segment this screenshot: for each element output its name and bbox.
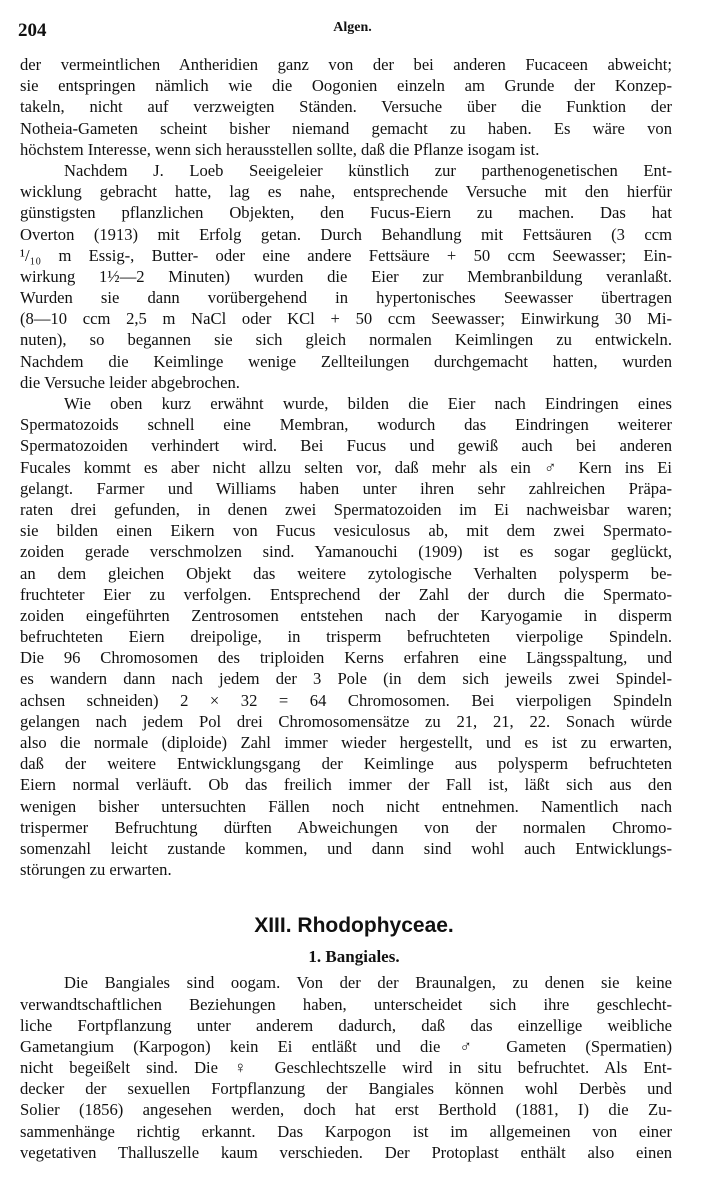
text-line: an dem gleichen Objekt das weitere zytologische Verhalten polysperm be-	[20, 563, 672, 583]
text-line: Die Bangiales sind oogam. Von der der Braunalgen, zu denen sie keine	[64, 973, 672, 993]
text-line: sie bilden einen Eikern von Fucus vesiculosus ab, mit dem zwei Spermato-	[20, 521, 672, 541]
text-line: Wie oben kurz erwähnt wurde, bilden die Eier nach Eindringen eines	[64, 394, 672, 413]
text-line: gelangen nach jedem Pol drei Chromosomensätze zu 21, 21, 22. Sonach würde	[20, 711, 672, 731]
text-line: zoiden eingeführten Zentrosomen entstehen nach der Karyogamie in disperm	[20, 605, 672, 625]
text-line: Spermatozoiden verhindert wird. Bei Fucus und gewiß auch bei anderen	[20, 436, 672, 456]
chapter-heading: XIII. Rhodophyceae.	[254, 914, 454, 938]
text-line: wirkung 1½—2 Minuten) wurden die Eier zur Membranbildung veranlaßt.	[20, 266, 672, 286]
text-line: Fucales kommt es aber nicht allzu selten vor, daß mehr als ein ♂ Kern ins Ei	[20, 457, 672, 477]
text-line: wicklung gebracht hatte, lag es nahe, entsprechende Versuche mit den hierfür	[20, 182, 672, 202]
text-line: höchstem Interesse, wenn sich herausstellen sollte, daß die Pflanze isogam ist.	[20, 139, 540, 159]
text-line: takeln, nicht auf verzweigten Ständen. Versuche über die Funktion der	[20, 97, 672, 117]
text-line: raten drei gefunden, in denen zwei Spermatozoiden im Ei nachweisbar waren;	[20, 499, 672, 519]
text-line: Nachdem die Keimlinge wenige Zellteilungen durchgemacht hatten, wurden	[20, 351, 672, 371]
text-line: es wandern dann nach jedem der 3 Pole (in dem sich jeweils zwei Spindel-	[20, 669, 672, 689]
paragraph-1	[20, 54, 672, 160]
text-line: Overton (1913) mit Erfolg getan. Durch Behandlung mit Fettsäuren (3 ccm	[20, 224, 672, 244]
text-line: also die normale (diploide) Zahl immer wieder hergestellt, und es ist zu erwarten,	[20, 733, 672, 752]
text-line: (8—10 ccm 2,5 m NaCl oder KCl + 50 ccm Seewasser; Einwirkung 30 Mi-	[20, 309, 672, 329]
text-line: zoiden gerade verschmolzen sind. Yamanouchi (1909) ist es sogar geglückt,	[20, 542, 672, 562]
text-line: wenigen bisher untersuchten Fällen noch nicht entnehmen. Namentlich nach	[20, 796, 672, 816]
text-line: sie entspringen nämlich wie die Oogonien einzeln am Grunde der Konzep-	[20, 76, 672, 96]
section-gap	[20, 880, 672, 910]
text-line: Eiern normal verläuft. Ob das freilich immer der Fall ist, läßt sich aus den	[20, 775, 672, 795]
text-line: verwandtschaftlichen Beziehungen haben, unterscheidet sich ihre geschlecht-	[20, 994, 672, 1014]
text-line: trispermer Befruchtung dürften Abweichungen von der normalen Chromo-	[20, 817, 672, 837]
section-heading: 1. Bangiales.	[308, 947, 400, 967]
text-line: fruchteter Eier zu verfolgen. Entsprechend der Zahl der durch die Spermato-	[20, 584, 672, 604]
text-line: Spermatozoids schnell eine Membran, wodurch das Eindringen weiterer	[20, 415, 672, 435]
text-line: decker der sexuellen Fortpflanzung der Bangiales können wohl Derbès und	[20, 1079, 672, 1099]
text-line: achsen schneiden) 2 × 32 = 64 Chromosomen. Bei vierpoligen Spindeln	[20, 690, 672, 710]
paragraph-4	[20, 972, 672, 1163]
paragraph-3	[20, 393, 672, 880]
text-line: ¹/₁₀ m Essig-, Butter- oder eine andere Fettsäure + 50 ccm Seewasser; Ein-	[20, 245, 672, 265]
text-line: liche Fortpflanzung unter anderem dadurch, daß das einzellige weibliche	[20, 1015, 672, 1035]
text-line: gelangt. Farmer und Williams haben unter ihren sehr zahlreichen Präpa-	[20, 478, 672, 498]
running-head: Algen.	[333, 20, 372, 35]
text-line: Die 96 Chromosomen des triploiden Kerns erfahren eine Längsspaltung, und	[20, 648, 672, 668]
text-line: somenzahl leicht zustande kommen, und dann sind wohl auch Entwicklungs-	[20, 838, 672, 858]
text-line: Wurden sie dann vorübergehend in hypertonisches Seewasser übertragen	[20, 288, 672, 308]
text-line: sammenhänge richtig erkannt. Das Karpogon ist im allgemeinen von einer	[20, 1121, 672, 1141]
text-line: Gametangium (Karpogon) kein Ei entläßt und die ♂ Gameten (Spermatien)	[20, 1036, 672, 1056]
text-line: Notheia-Gameten scheint bisher niemand gemacht zu haben. Es wäre von	[20, 118, 672, 138]
text-line: die Versuche leider abgebrochen.	[20, 372, 240, 392]
text-line: nuten), so begannen sie sich gleich normalen Keimlingen zu entwickeln.	[20, 330, 672, 350]
text-line: daß der weitere Entwicklungsgang der Keimlinge aus polysperm befruchteten	[20, 754, 672, 774]
text-line: Nachdem J. Loeb Seeigeleier künstlich zur parthenogenetischen Ent-	[64, 160, 672, 180]
paragraph-2	[20, 160, 672, 393]
text-line: nicht begeißelt sind. Die ♀ Geschlechtszelle wird in situ befruchtet. Als Ent-	[20, 1058, 672, 1078]
text-line: der vermeintlichen Antheridien ganz von der bei anderen Fucaceen abweicht;	[20, 55, 672, 74]
text-line: befruchteten Eiern dreipolige, in trisperm befruchteten vierpolige Spindeln.	[20, 627, 672, 647]
text-line: günstigsten pflanzlichen Objekten, den Fucus-Eiern zu machen. Das hat	[20, 203, 672, 223]
page-number: 204	[18, 20, 47, 41]
text-line: störungen zu erwarten.	[20, 860, 172, 880]
page-body	[20, 54, 672, 1163]
text-line: Solier (1856) angesehen werden, doch hat erst Berthold (1881, I) die Zu-	[20, 1100, 672, 1120]
page-header	[18, 14, 687, 44]
text-line: vegetativen Thalluszelle kaum verschieden. Der Protoplast enthält also einen	[20, 1142, 672, 1162]
